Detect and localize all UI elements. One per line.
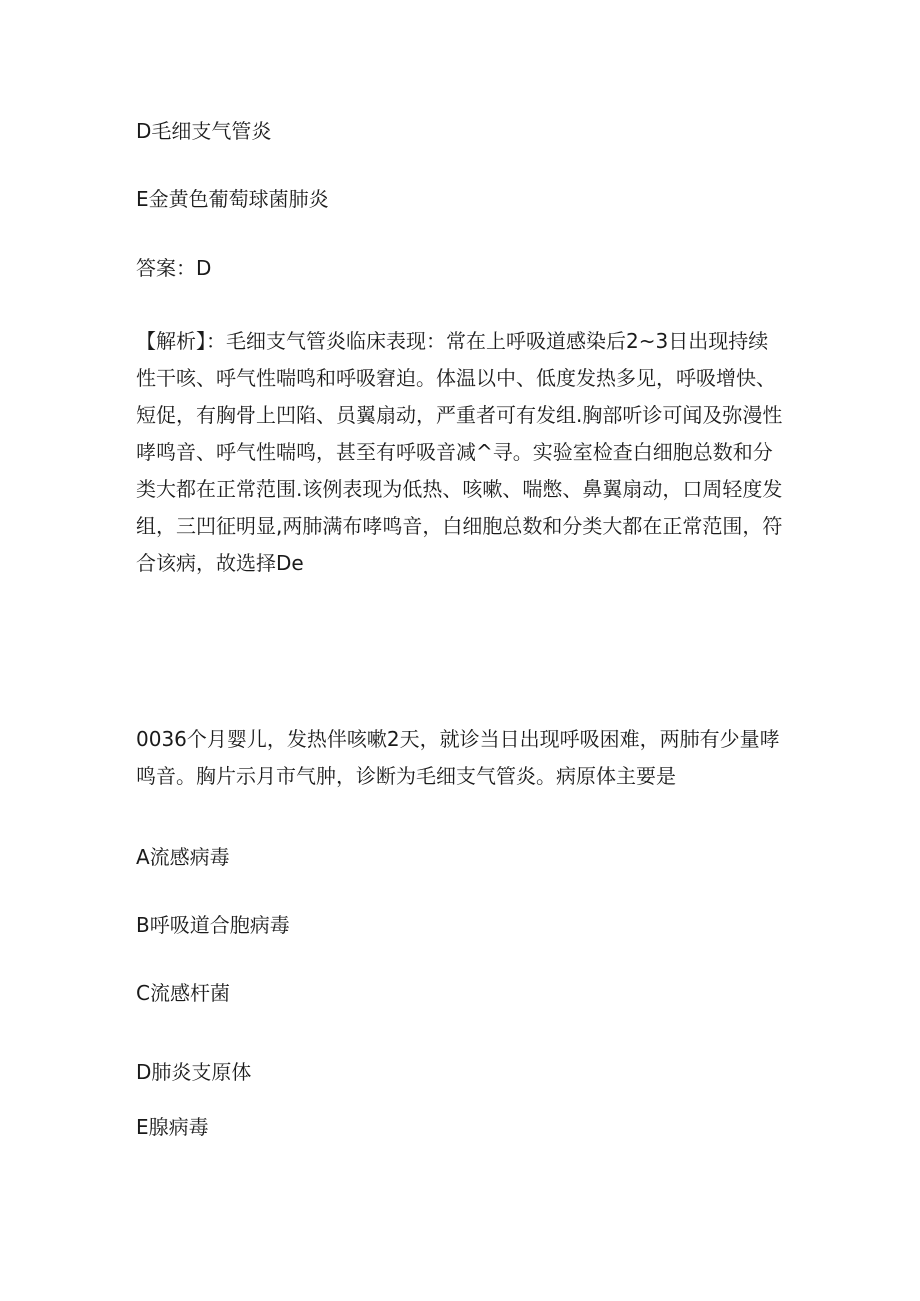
option-b: B呼吸道合胞病毒 (136, 913, 290, 937)
question-stem-line: 鸣音。胸片示月市气肿，诊断为毛细支气管炎。病原体主要是 (136, 764, 676, 788)
question-stem-line: 0036个月婴儿，发热伴咳嗽2天，就诊当日出现呼吸困难，两肺有少量哮 (136, 727, 780, 751)
option-e: E腺病毒 (136, 1115, 209, 1139)
analysis-line: 合该病，故选择De (136, 551, 304, 575)
option-e-prev: E金黄色葡萄球菌肺炎 (136, 187, 329, 211)
option-c: C流感杆菌 (136, 981, 230, 1005)
analysis-line: 【解析】：毛细支气管炎临床表现：常在上呼吸道感染后2~3日出现持续 (136, 329, 769, 353)
analysis-line: 哮鸣音、呼气性喘鸣，甚至有呼吸音减^寻。实验室检查白细胞总数和分 (136, 440, 773, 464)
analysis-line: 类大都在正常范围.该例表现为低热、咳嗽、喘憋、鼻翼扇动，口周轻度发 (136, 477, 783, 501)
analysis-paragraph (136, 323, 796, 582)
question-stem (136, 721, 796, 795)
answer-line: 答案：D (136, 256, 212, 280)
option-d-prev: D毛细支气管炎 (136, 119, 272, 143)
option-a: A流感病毒 (136, 845, 230, 869)
analysis-line: 性干咳、呼气性喘鸣和呼吸窘迫。体温以中、低度发热多见，呼吸增快、 (136, 366, 776, 390)
analysis-line: 短促，有胸骨上凹陷、员翼扇动，严重者可有发组.胸部听诊可闻及弥漫性 (136, 403, 783, 427)
analysis-line: 组，三凹征明显,两肺满布哮鸣音，白细胞总数和分类大都在正常范围，符 (136, 514, 783, 538)
option-d: D肺炎支原体 (136, 1060, 252, 1084)
